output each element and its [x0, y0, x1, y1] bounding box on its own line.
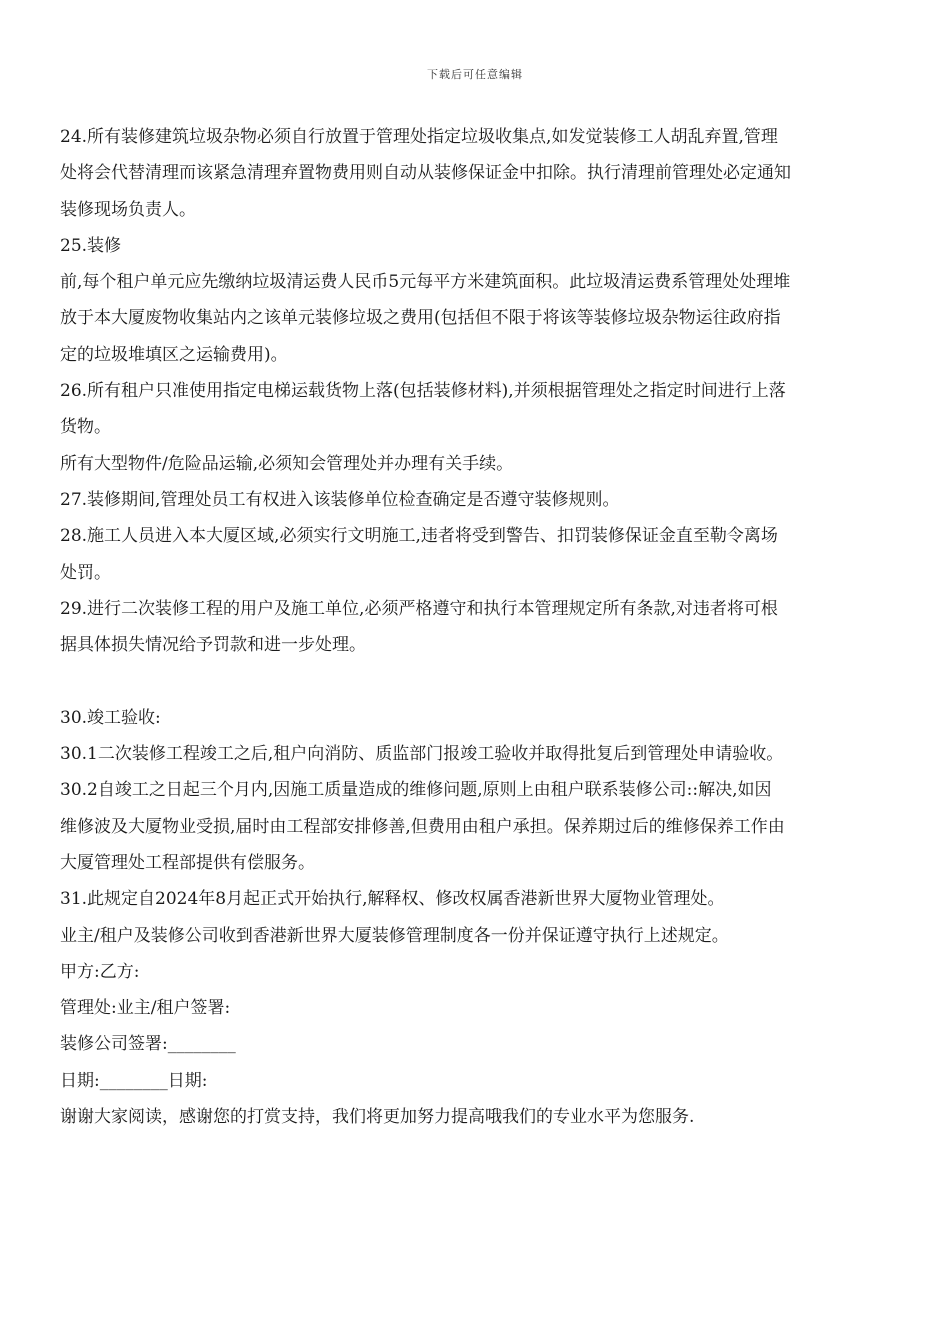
text-line: 维修波及大厦物业受损,届时由工程部安排修善,但费用由租户承担。保养期过后的维修保养工作由 [60, 816, 785, 837]
text-line: 前,每个租户单元应先缴纳垃圾清运费人民币5元每平方米建筑面积。此垃圾清运费系管理处处理堆 [60, 272, 791, 293]
page-header: 下载后可任意编辑 [427, 68, 523, 81]
text-line: 28.施工人员进入本大厦区域,必须实行文明施工,违者将受到警告、扣罚装修保证金直至勒令离场 [60, 526, 778, 547]
signature-line: 管理处:业主/租户签署: [60, 998, 231, 1019]
document-body [60, 119, 892, 1135]
text-line: 定的垃圾堆填区之运输费用)。 [60, 344, 288, 365]
text-line: 26.所有租户只准使用指定电梯运载货物上落(包括装修材料),并须根据管理处之指定时间进行上落 [60, 381, 786, 402]
party-line: 甲方:乙方: [60, 961, 140, 982]
text-line: 29.进行二次装修工程的用户及施工单位,必须严格遵守和执行本管理规定所有条款,对违者将可根 [60, 598, 778, 619]
closing-line: 谢谢大家阅读，感谢您的打赏支持，我们将更加努力提高哦我们的专业水平为您服务. [60, 1107, 695, 1128]
text-line: 30.2自竣工之日起三个月内,因施工质量造成的维修问题,原则上由租户联系装修公司::解决,如因 [60, 780, 772, 801]
text-line: 处罚。 [60, 562, 111, 583]
signature-line: 装修公司签署:________ [60, 1034, 236, 1055]
text-line: 处将会代替清理而该紧急清理弃置物费用则自动从装修保证金中扣除。执行清理前管理处必定通知 [60, 163, 791, 184]
text-line: 装修现场负责人。 [60, 199, 196, 220]
text-line: 31.此规定自2024年8月起正式开始执行,解释权、修改权属香港新世界大厦物业管理处。 [60, 889, 725, 910]
date-line: 日期:________日期: [60, 1070, 208, 1091]
blank-line [60, 663, 892, 699]
text-line: 24.所有装修建筑垃圾杂物必须自行放置于管理处指定垃圾收集点,如发觉装修工人胡乱弃置,管理 [60, 127, 778, 147]
text-line: 27.装修期间,管理处员工有权进入该装修单位检查确定是否遵守装修规则。 [60, 489, 620, 510]
text-line: 30.1二次装修工程竣工之后,租户向消防、质监部门报竣工验收并取得批复后到管理处申请验收。 [60, 744, 784, 765]
text-line: 放于本大厦废物收集站内之该单元装修垃圾之费用(包括但不限于将该等装修垃圾杂物运往政府指 [60, 308, 781, 329]
text-line: 25.装修 [60, 235, 122, 256]
text-line: 据具体损失情况给予罚款和进一步处理。 [60, 635, 366, 656]
text-line: 业主/租户及装修公司收到香港新世界大厦装修管理制度各一份并保证遵守执行上述规定。 [60, 925, 729, 946]
text-line: 所有大型物件/危险品运输,必须知会管理处并办理有关手续。 [60, 453, 514, 474]
text-line: 大厦管理处工程部提供有偿服务。 [60, 852, 315, 873]
text-line: 货物。 [60, 417, 111, 438]
section-heading: 30.竣工验收: [60, 707, 161, 728]
